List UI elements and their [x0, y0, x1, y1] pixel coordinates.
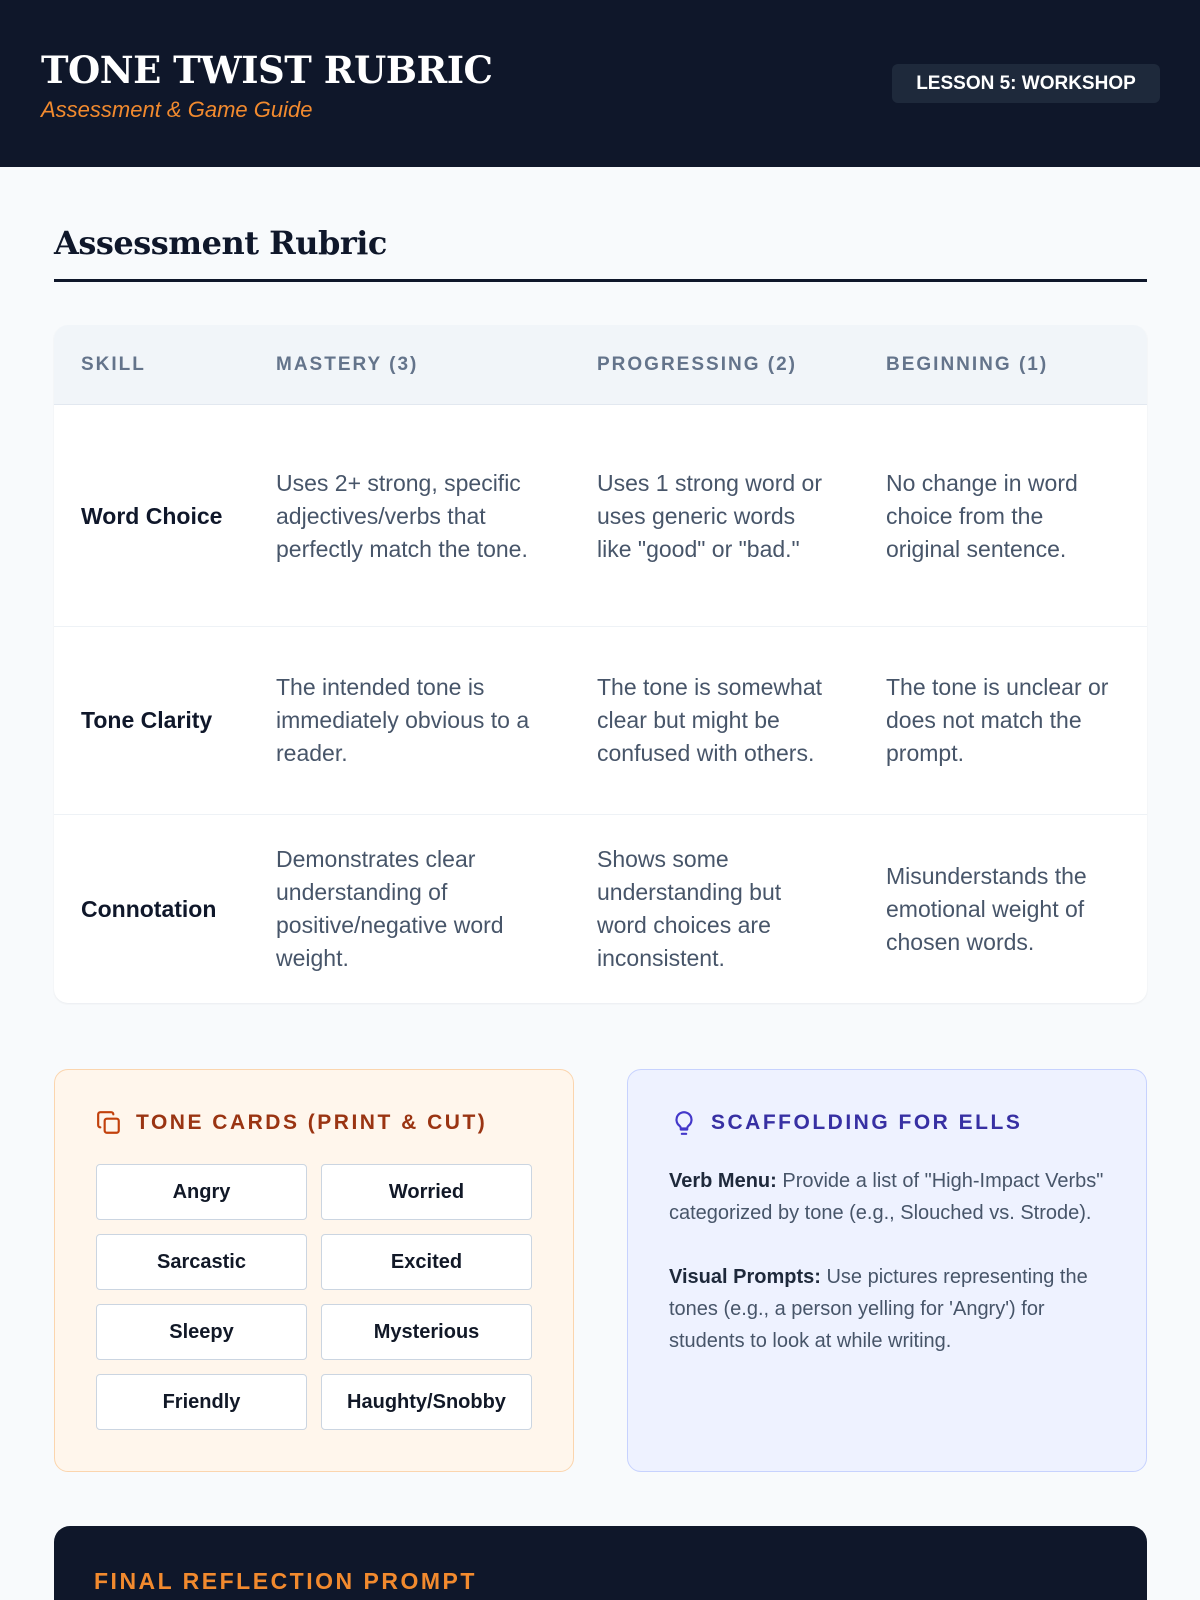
tone-card: Worried: [321, 1164, 532, 1220]
progressing-cell: Shows some understanding but word choices are inconsistent.: [597, 846, 782, 971]
scaffold-label: Verb Menu:: [669, 1170, 777, 1192]
skill-cell: Connotation: [81, 895, 217, 922]
section-title-rubric: Assessment Rubric: [54, 224, 387, 262]
scaffold-text: Use pictures representing the tones (e.g., a person yelling for 'Angry') for students to look at while writing.: [669, 1266, 1088, 1352]
beginning-cell: Misunderstands the emotional weight of chosen words.: [886, 862, 1087, 955]
reflection-panel: [54, 1526, 1147, 1600]
skill-cell: Word Choice: [81, 502, 223, 529]
scaffold-item-verb-menu: [669, 1165, 1109, 1229]
tone-cards-panel: [54, 1069, 574, 1472]
scaffolding-body: [669, 1165, 1109, 1389]
column-header-beginning: BEGINNING (1): [886, 354, 1049, 375]
progressing-cell: Uses 1 strong word or uses generic words like "good" or "bad.": [597, 469, 822, 562]
table-row: [54, 815, 1147, 1003]
page-header: [0, 0, 1200, 167]
skill-cell: Tone Clarity: [81, 707, 213, 733]
tone-card: Friendly: [96, 1374, 307, 1430]
tone-card: Sleepy: [96, 1304, 307, 1360]
tone-card: Angry: [96, 1164, 307, 1220]
lightbulb-icon: [671, 1110, 697, 1136]
table-row: [54, 627, 1147, 815]
beginning-cell: The tone is unclear or does not match the prompt.: [886, 674, 1109, 766]
scaffolding-panel: [627, 1069, 1147, 1472]
mastery-cell: The intended tone is immediately obvious to a reader.: [276, 674, 530, 766]
tone-cards-heading: [96, 1110, 487, 1136]
scaffold-text: Provide a list of "High-Impact Verbs" categorized by tone (e.g., Slouched vs. Strode).: [669, 1170, 1104, 1224]
rubric-table: [54, 325, 1147, 1003]
page-subtitle: Assessment & Game Guide: [41, 97, 313, 122]
section-divider: [54, 279, 1147, 282]
tone-card: Sarcastic: [96, 1234, 307, 1290]
scaffold-label: Visual Prompts:: [669, 1266, 821, 1288]
progressing-cell: The tone is somewhat clear but might be confused with others.: [597, 674, 823, 766]
column-header-skill: SKILL: [81, 354, 146, 375]
scaffolding-title: SCAFFOLDING FOR ELLS: [711, 1111, 1023, 1134]
column-header-mastery: MASTERY (3): [276, 354, 419, 375]
tone-card: Mysterious: [321, 1304, 532, 1360]
tone-card: Haughty/Snobby: [321, 1374, 532, 1430]
scaffold-item-visual-prompts: [669, 1261, 1109, 1357]
column-header-progressing: PROGRESSING (2): [597, 354, 797, 375]
reflection-title: FINAL REFLECTION PROMPT: [94, 1568, 477, 1594]
page-title: TONE TWIST RUBRIC: [41, 48, 493, 92]
beginning-cell: No change in word choice from the original sentence.: [886, 469, 1078, 562]
lesson-badge: LESSON 5: WORKSHOP: [892, 64, 1160, 103]
mastery-cell: Uses 2+ strong, specific adjectives/verbs that perfectly match the tone.: [276, 469, 528, 562]
mastery-cell: Demonstrates clear understanding of positive/negative word weight.: [276, 846, 504, 971]
copy-icon: [96, 1110, 122, 1136]
scaffolding-heading: [671, 1110, 1022, 1136]
tone-card-grid: [96, 1164, 530, 1430]
rubric-header-row: [54, 325, 1147, 405]
tone-card: Excited: [321, 1234, 532, 1290]
tone-cards-title: TONE CARDS (PRINT & CUT): [136, 1111, 488, 1134]
table-row: [54, 406, 1147, 627]
